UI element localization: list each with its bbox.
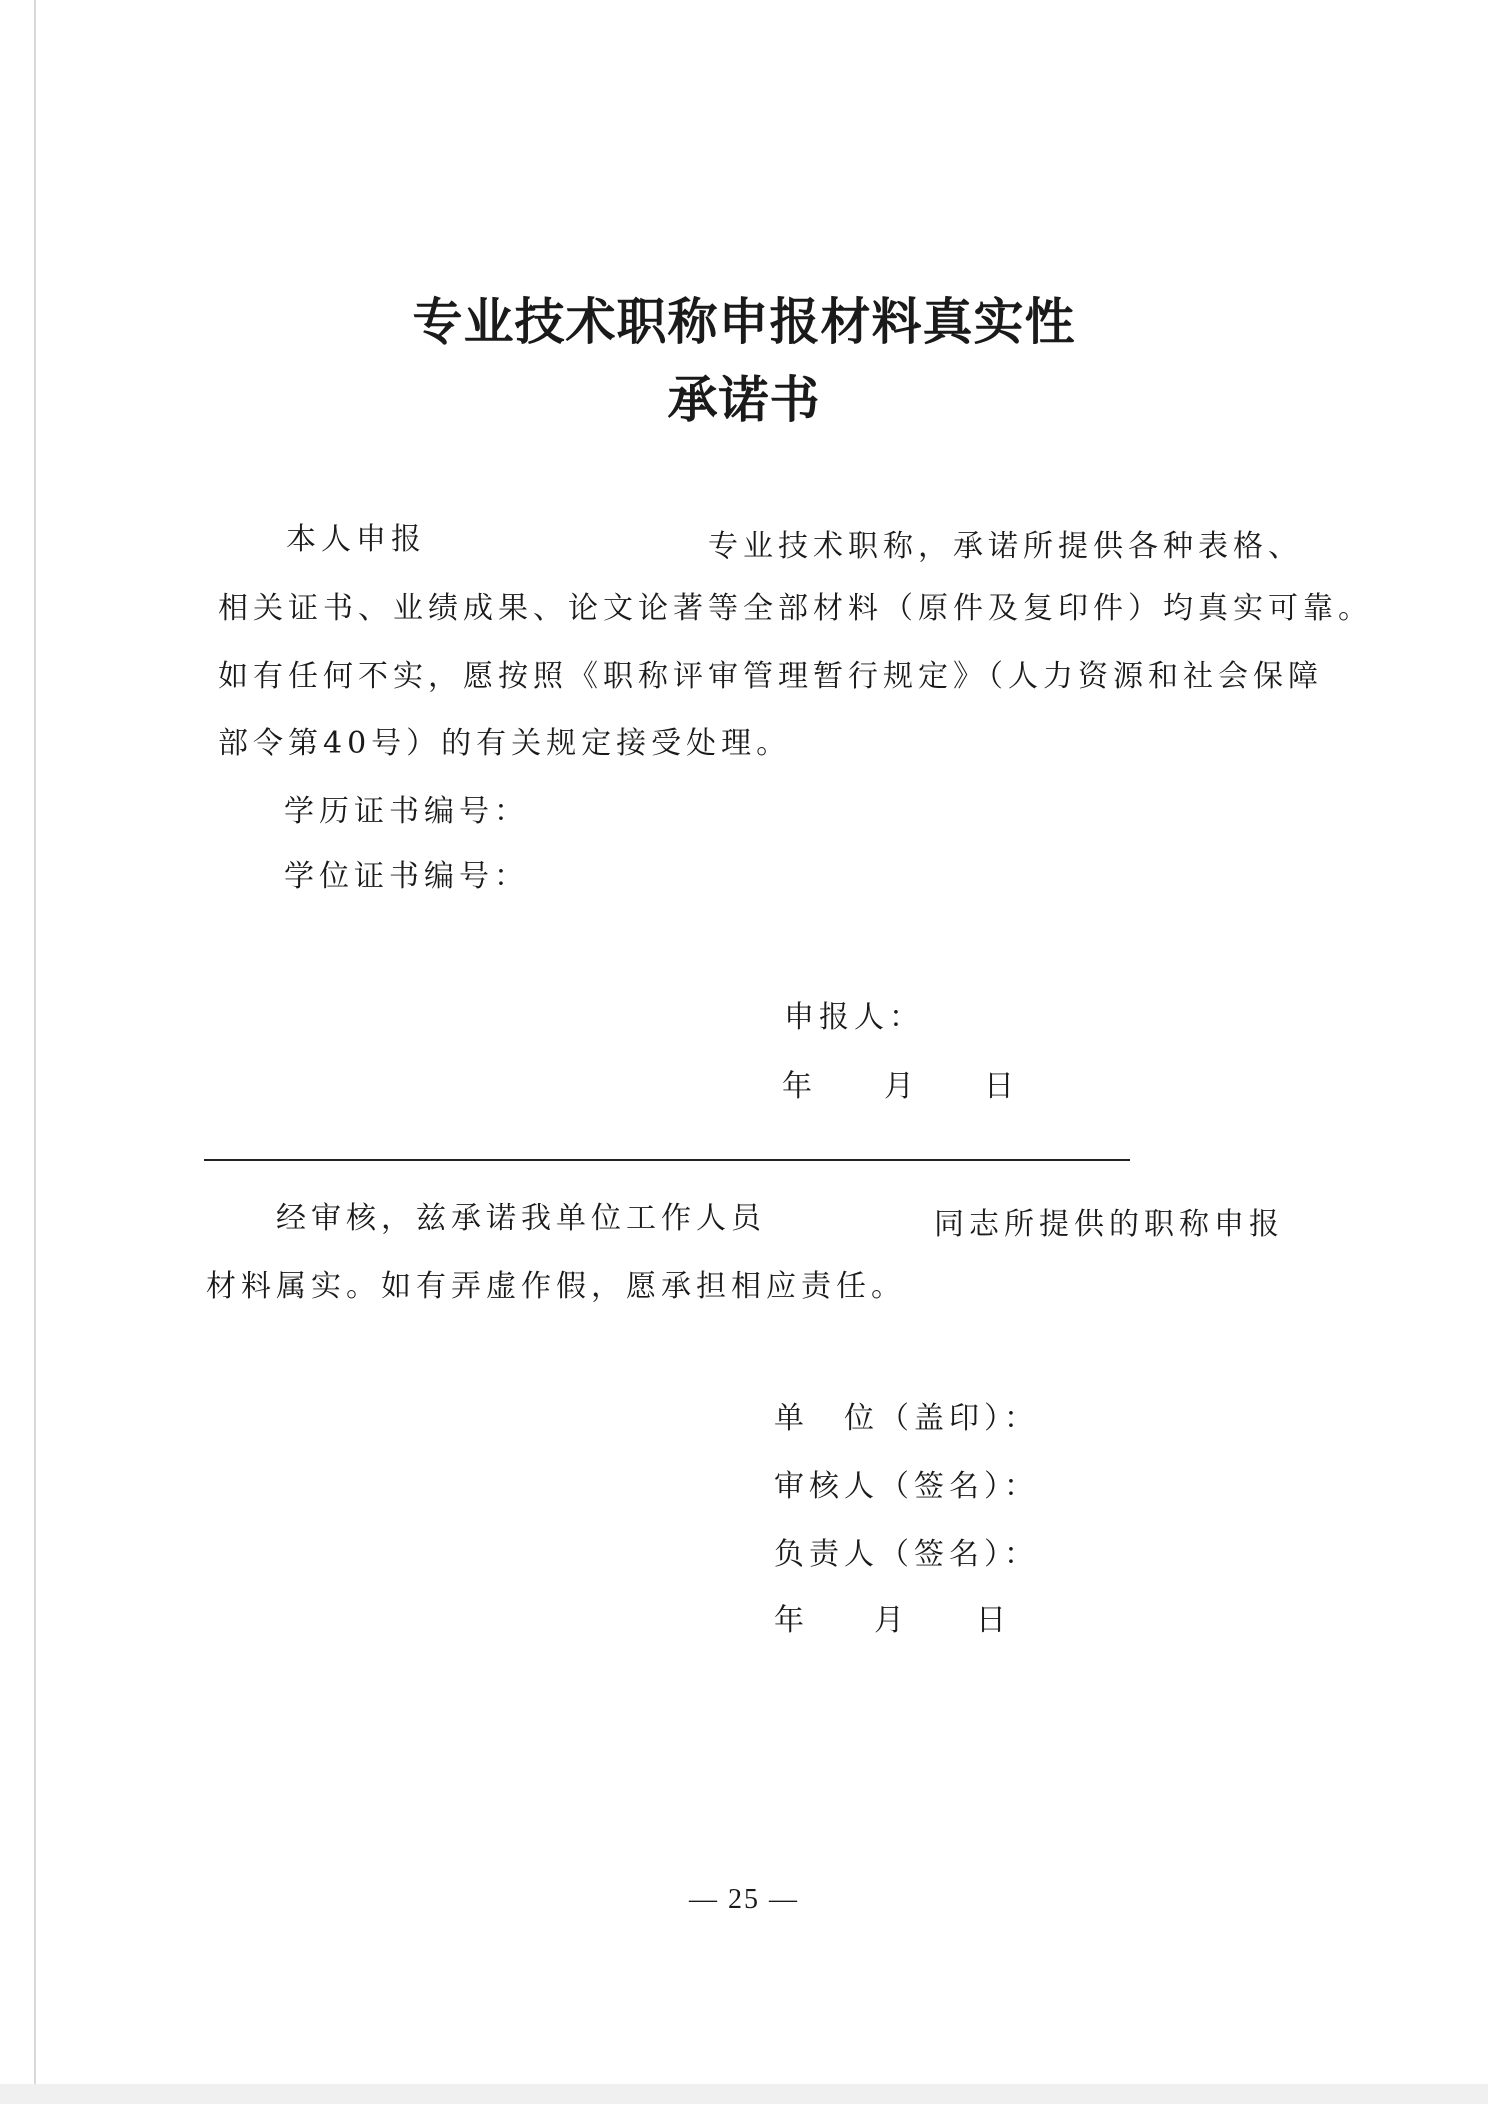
commitment-line3: 如有任何不实，愿按照《职称评审管理暂行规定》（人力资源和社会保障 <box>218 659 1323 694</box>
document-title: 专业技术职称申报材料真实性 <box>412 293 1076 351</box>
verification-date-year: 年 <box>774 1603 809 1638</box>
applicant-date-month: 月 <box>884 1069 919 1104</box>
commitment-line1-end: 专业技术职称，承诺所提供各种表格、 <box>708 529 1303 564</box>
verification-line2: 材料属实。如有弄虚作假，愿承担相应责任。 <box>206 1269 906 1304</box>
verification-line1-start: 经审核，兹承诺我单位工作人员 <box>276 1201 766 1236</box>
commitment-line4: 部令第40号）的有关规定接受处理。 <box>218 726 792 761</box>
section-divider <box>204 1159 1130 1161</box>
applicant-date-day: 日 <box>984 1069 1019 1104</box>
verification-date-day: 日 <box>976 1603 1011 1638</box>
reviewer-signature-label: 审核人（签名）： <box>774 1469 1039 1504</box>
diploma-certificate-label: 学位证书编号： <box>284 859 529 894</box>
degree-certificate-label: 学历证书编号： <box>284 794 529 829</box>
scan-edge-bottom <box>0 2084 1488 2104</box>
commitment-line1-start: 本人申报 <box>286 522 426 557</box>
verification-line1-end: 同志所提供的职称申报 <box>934 1207 1284 1242</box>
verification-date-month: 月 <box>874 1603 909 1638</box>
unit-seal-label: 单 位（盖印）： <box>774 1401 1039 1436</box>
leader-signature-label: 负责人（签名）： <box>774 1537 1039 1572</box>
commitment-line2: 相关证书、业绩成果、论文论著等全部材料（原件及复印件）均真实可靠。 <box>218 591 1373 626</box>
applicant-label: 申报人： <box>784 1000 924 1035</box>
page-number: — 25 — <box>689 1884 799 1915</box>
applicant-date-year: 年 <box>782 1069 817 1104</box>
document-subtitle: 承诺书 <box>667 371 821 429</box>
